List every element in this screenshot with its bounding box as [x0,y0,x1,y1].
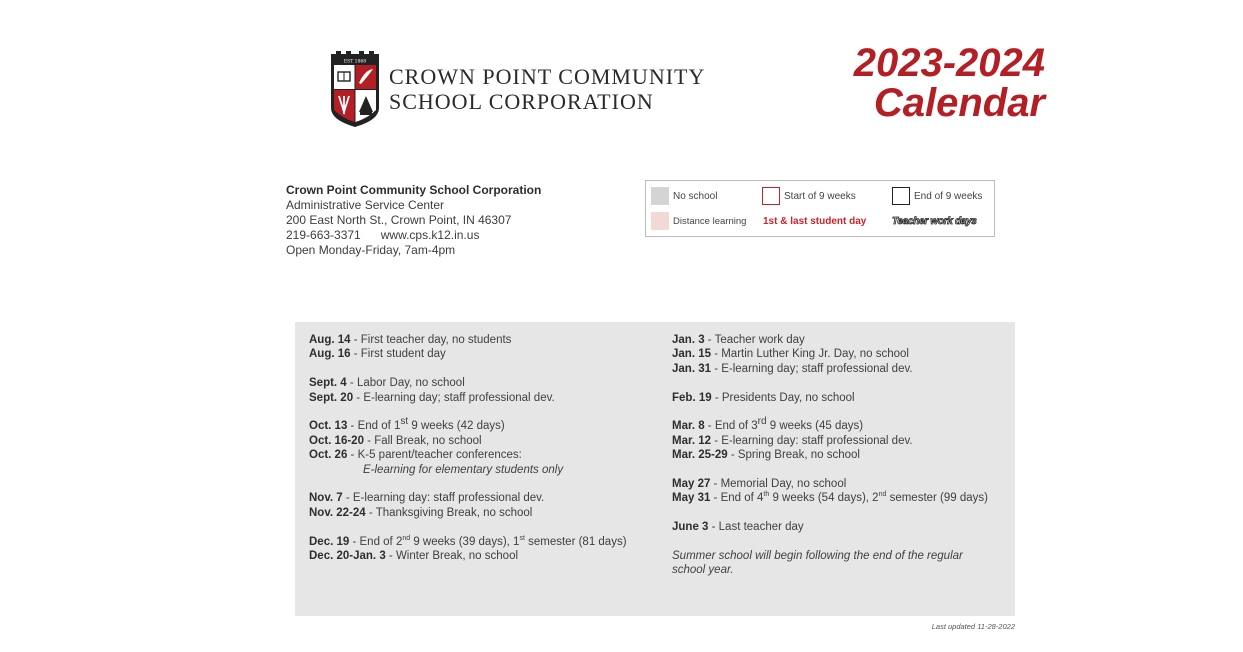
district-name-line1: CROWN POINT COMMUNITY [389,64,706,89]
legend-start-9-weeks [762,187,856,205]
legend-no-school [651,187,717,205]
calendar-title-word: Calendar [873,81,1045,125]
event-item: May 31 - End of 4th 9 weeks (54 days), 2nd semester (99 days) [672,491,988,505]
event-item: Oct. 26 - K-5 parent/teacher conferences: [309,449,522,462]
summer-school-note-line1: Summer school will begin following the end of the regular [672,550,963,563]
event-item: Dec. 20-Jan. 3 - Winter Break, no school [309,550,519,563]
event-item: Mar. 8 - End of 3rd 9 weeks (45 days) [672,416,864,433]
event-item: Dec. 19 - End of 2nd 9 weeks (39 days), 1st semester (81 days) [309,534,627,548]
address-hours: Open Monday-Friday, 7am-4pm [286,243,456,257]
event-item: Mar. 12 - E-learning day: staff professional dev. [672,434,913,447]
event-item: June 3 - Last teacher day [672,521,804,534]
crest-est-text: EST 1868 [343,59,367,65]
legend-start-9-weeks-label: Start of 9 weeks [784,190,856,202]
legend-swatch-red-outline [762,187,780,205]
event-item: Jan. 31 - E-learning day; staff professional dev. [672,362,913,375]
event-item: May 27 - Memorial Day, no school [672,478,847,491]
address-phone: 219-663-3371 [286,228,361,242]
event-item: Feb. 19 - Presidents Day, no school [672,391,855,404]
address-block [286,183,541,258]
events-column-right [672,333,1012,578]
calendar-title [854,43,1045,123]
legend-swatch-grey [651,187,669,205]
district-name-line2: SCHOOL CORPORATION [389,89,654,114]
last-updated: Last updated 11-28-2022 [931,622,1015,631]
event-item: Nov. 7 - E-learning day: staff professional dev. [309,492,545,505]
address-website[interactable]: www.cps.k12.in.us [380,228,480,242]
event-item: Oct. 16-20 - Fall Break, no school [309,434,482,447]
legend-distance-learning-label: Distance learning [673,215,747,227]
district-crest-logo [330,50,380,128]
event-item: Aug. 16 - First student day [309,348,446,361]
event-item: Aug. 14 - First teacher day, no students [309,334,512,346]
district-name [389,64,705,114]
summer-school-note-line2: school year. [672,564,734,577]
legend-end-9-weeks [892,187,982,205]
event-item: Oct. 13 - End of 1st 9 weeks (42 days) [309,416,505,433]
event-item: Sept. 20 - E-learning day; staff professional dev. [309,391,555,404]
address-line2: 200 East North St., Crown Point, IN 46307 [286,213,512,227]
legend-teacher-work-days: Teacher work days [892,216,977,227]
event-item: Jan. 3 - Teacher work day [672,334,805,346]
event-item: Mar. 25-29 - Spring Break, no school [672,449,860,462]
events-column-left [309,333,659,563]
address-org: Crown Point Community School Corporation [286,183,542,197]
calendar-title-year: 2023-2024 [853,41,1045,85]
legend-no-school-label: No school [673,190,718,202]
event-item: Sept. 4 - Labor Day, no school [309,377,465,390]
legend-first-last-day: 1st & last student day [763,216,867,227]
event-note: E-learning for elementary students only [363,463,564,476]
legend-distance-learning [651,212,746,230]
legend-end-9-weeks-label: End of 9 weeks [914,190,983,202]
legend-swatch-black-outline [892,187,910,205]
legend-swatch-pink [651,212,669,230]
address-contact [286,228,541,243]
address-line1: Administrative Service Center [286,198,445,212]
legend [645,180,995,237]
event-item: Jan. 15 - Martin Luther King Jr. Day, no school [672,348,909,361]
event-item: Nov. 22-24 - Thanksgiving Break, no school [309,506,533,519]
events-panel [295,322,1015,616]
